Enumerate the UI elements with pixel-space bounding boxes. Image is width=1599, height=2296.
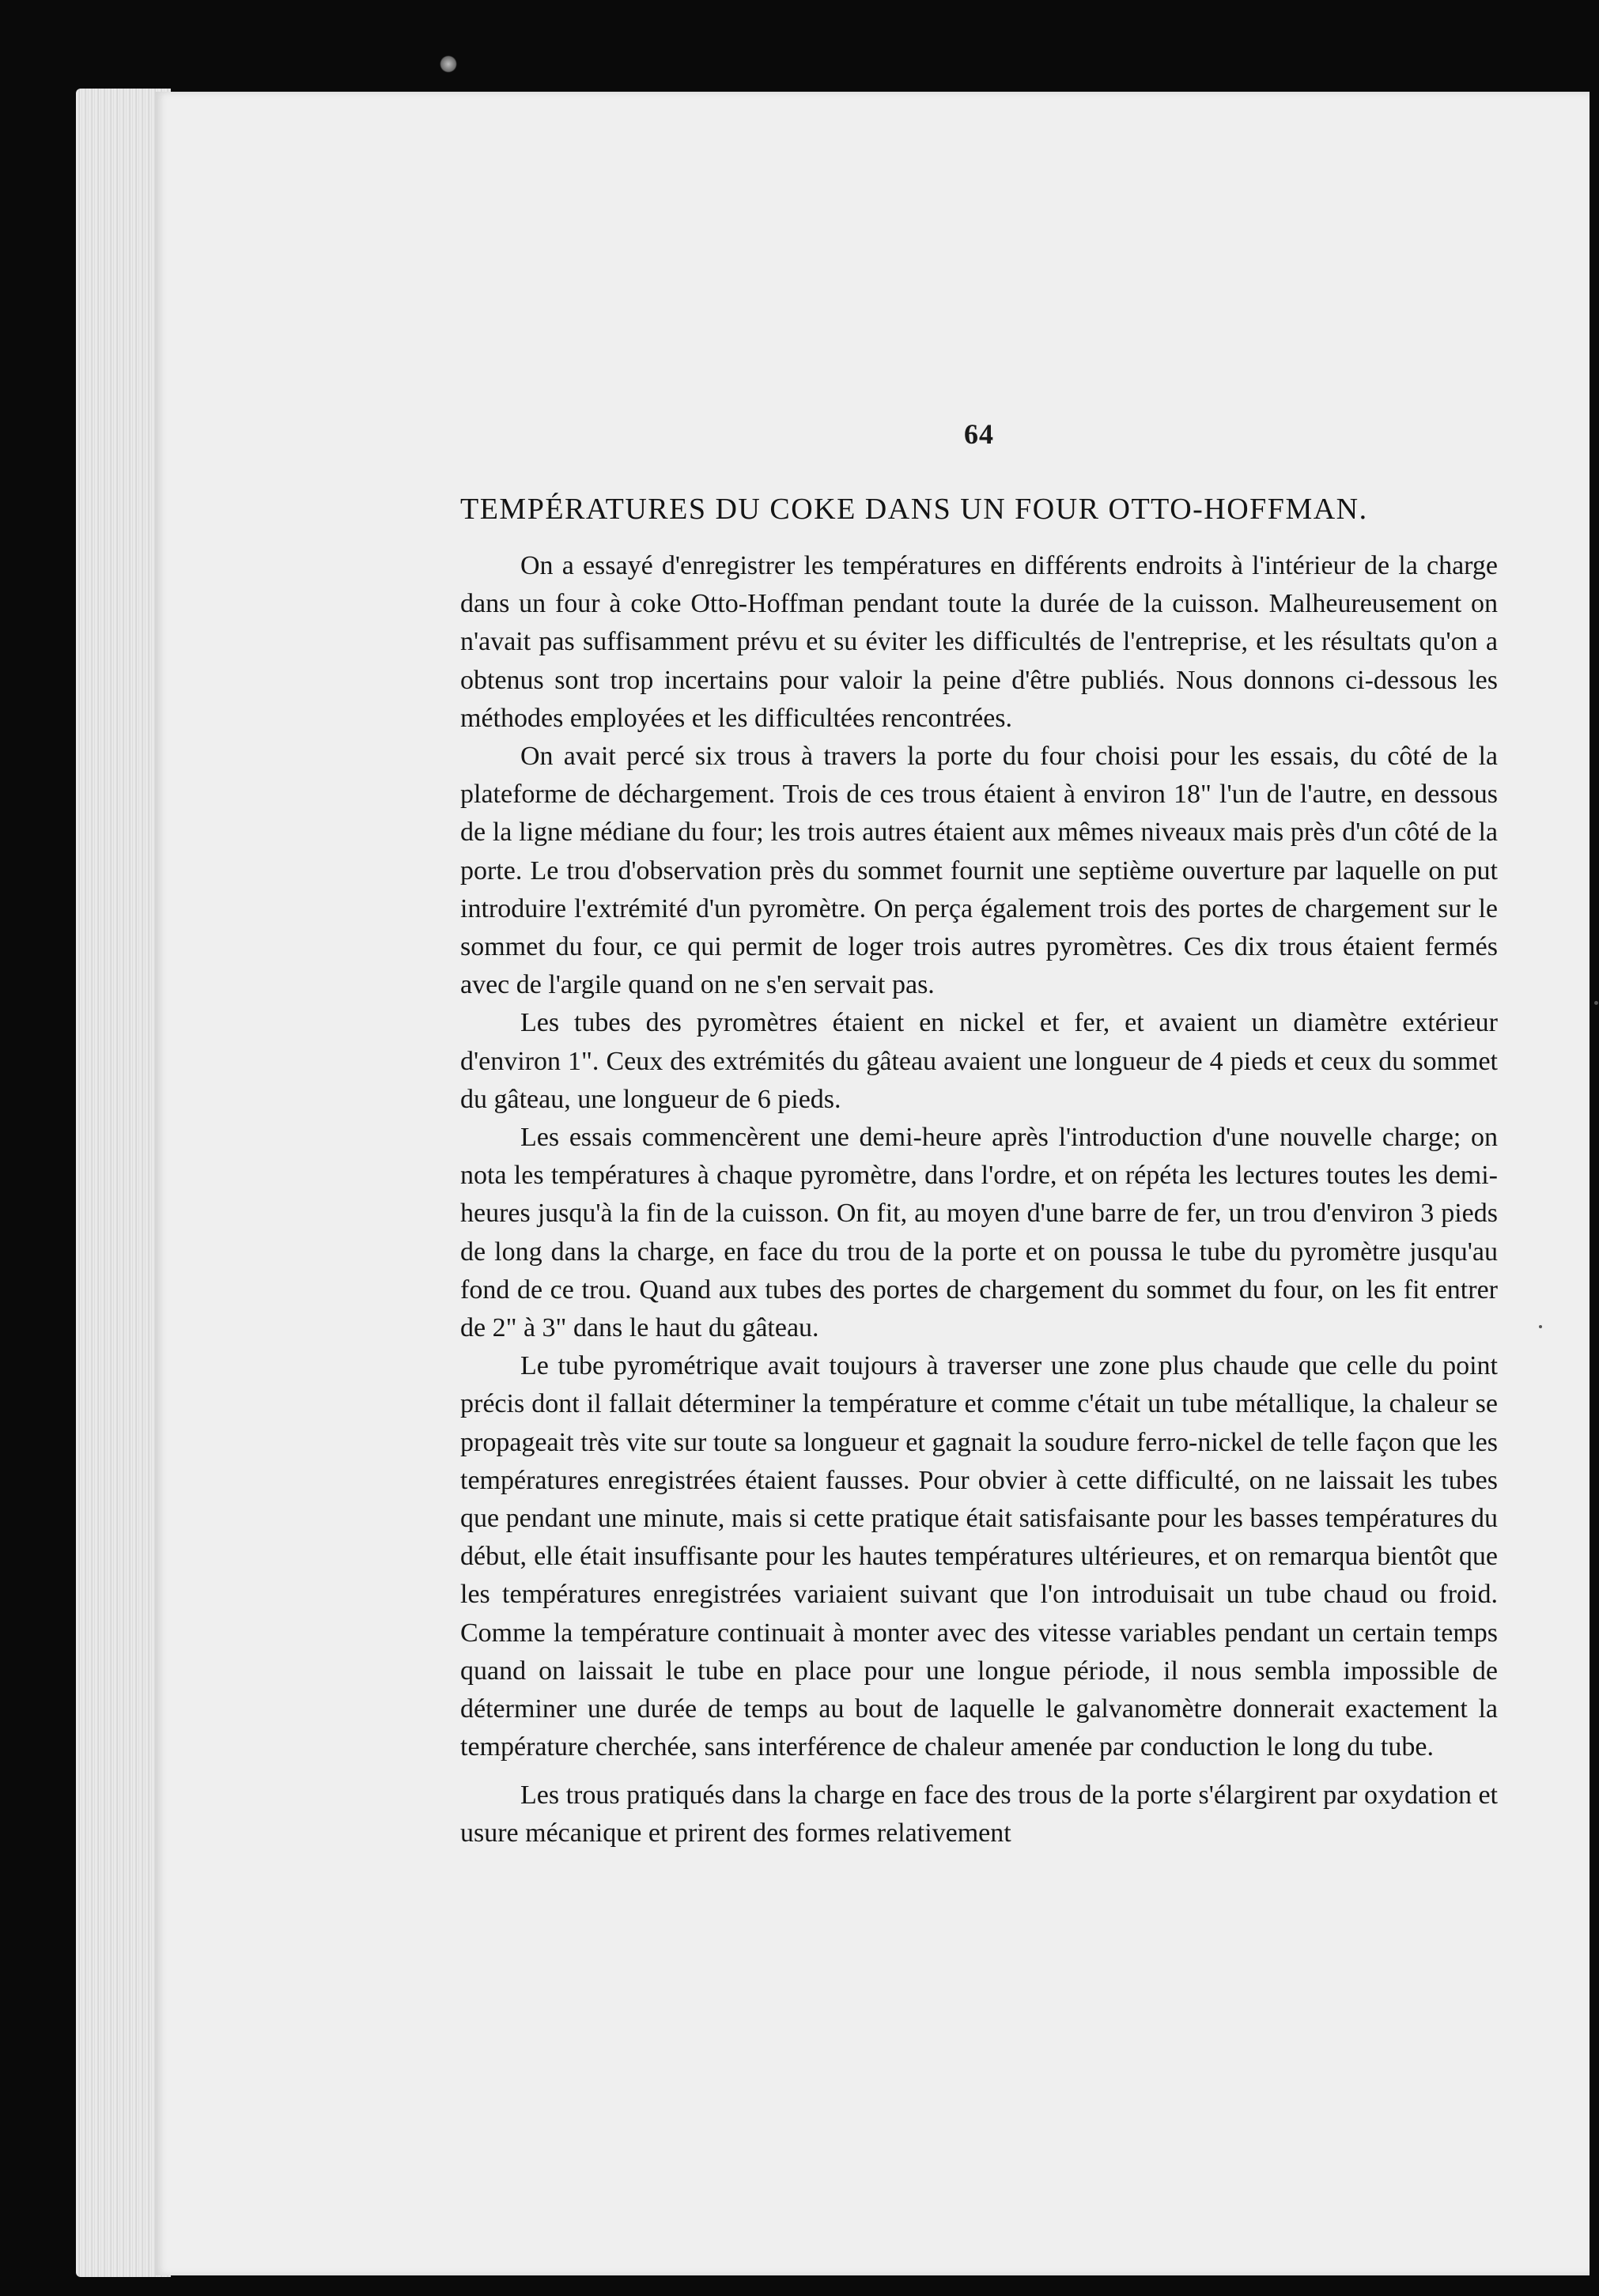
scan-emblem-icon: [440, 55, 457, 73]
paragraph-3: Les tubes des pyromètres étaient en nickel et fer, et avaient un diamètre extérieur d'environ 1". Ceux des extrémités du gâteau avaient une longueur de 4 pieds et ceux du sommet du gâteau, une longueur de 6 pieds.: [460, 1008, 1498, 1114]
speck-mark: [1594, 1001, 1598, 1005]
paragraph-5: Le tube pyrométrique avait toujours à traverser une zone plus chaude que celle du point précis dont il fallait déterminer la température et comme c'était un tube métallique, la chaleur se propageait très vite sur toute sa longueur et gagnait la soudure ferro-nickel de telle façon que les températures enregistrées étaient fausses. Pour obvier à cette difficulté, on ne laissait les tubes que pendant une minute, mais si cette pratique était satisfaisante pour les basses températures du début, elle était insuffisante pour les hautes températures ultérieures, et on remarqua bientôt que les températures enregistrées variaient suivant que l'on introduisait un tube chaud ou froid. Comme la température continuait à monter avec des vitesse variables pendant un certain temps quand on laissait le tube en place pour une longue période, il nous sembla impossible de déterminer une durée de temps au bout de laquelle le galvanomètre donnerait exactement la température cherchée, sans interférence de chaleur amenée par conduction le long du tube.: [460, 1351, 1498, 1762]
paragraph-6: Les trous pratiqués dans la charge en face des trous de la porte s'élargirent par oxydation et usure mécanique et prirent des formes relativement: [460, 1780, 1498, 1848]
paragraph-1: On a essayé d'enregistrer les températures en différents endroits à l'intérieur de la charge dans un four à coke Otto-Hoffman pendant toute la durée de la cuisson. Malheureusement on n'avait pas suffisamment prévu et su éviter les difficultés de l'entreprise, et les résultats qu'on a obtenus sont trop incertains pour valoir la peine d'être publiés. Nous donnons ci-dessous les méthodes employées et les difficultées rencontrées.: [460, 551, 1498, 733]
book-page: [155, 92, 1590, 2275]
body-text: [460, 547, 1498, 1852]
paragraph-4: Les essais commencèrent une demi-heure après l'introduction d'une nouvelle charge; on nota les températures à chaque pyromètre, dans l'ordre, et on répéta les lectures toutes les demi-heures jusqu'à la fin de la cuisson. On fit, au moyen d'une barre de fer, un trou d'environ 3 pieds de long dans la charge, en face du trou de la porte et on poussa le tube du pyromètre jusqu'au fond de ce trou. Quand aux tubes des portes de chargement du sommet du four, on les fit entrer de 2" à 3" dans le haut du gâteau.: [460, 1123, 1498, 1343]
paragraph-2: On avait percé six trous à travers la porte du four choisi pour les essais, du côté de la plateforme de déchargement. Trois de ces trous étaient à environ 18" l'un de l'autre, en dessous de la ligne médiane du four; les trois autres étaient aux mêmes niveaux mais près d'un côté de la porte. Le trou d'observation près du sommet fournit une septième ouverture par laquelle on put introduire l'extrémité d'un pyromètre. On perça également trois des portes de chargement sur le sommet du four, ce qui permit de loger trois autres pyromètres. Ces dix trous étaient fermés avec de l'argile quand on ne s'en servait pas.: [460, 742, 1498, 1000]
section-title: TEMPÉRATURES DU COKE DANS UN FOUR OTTO-HOFFMAN.: [460, 493, 1368, 526]
speck-mark: [1539, 1325, 1542, 1328]
page-number: 64: [964, 418, 994, 450]
